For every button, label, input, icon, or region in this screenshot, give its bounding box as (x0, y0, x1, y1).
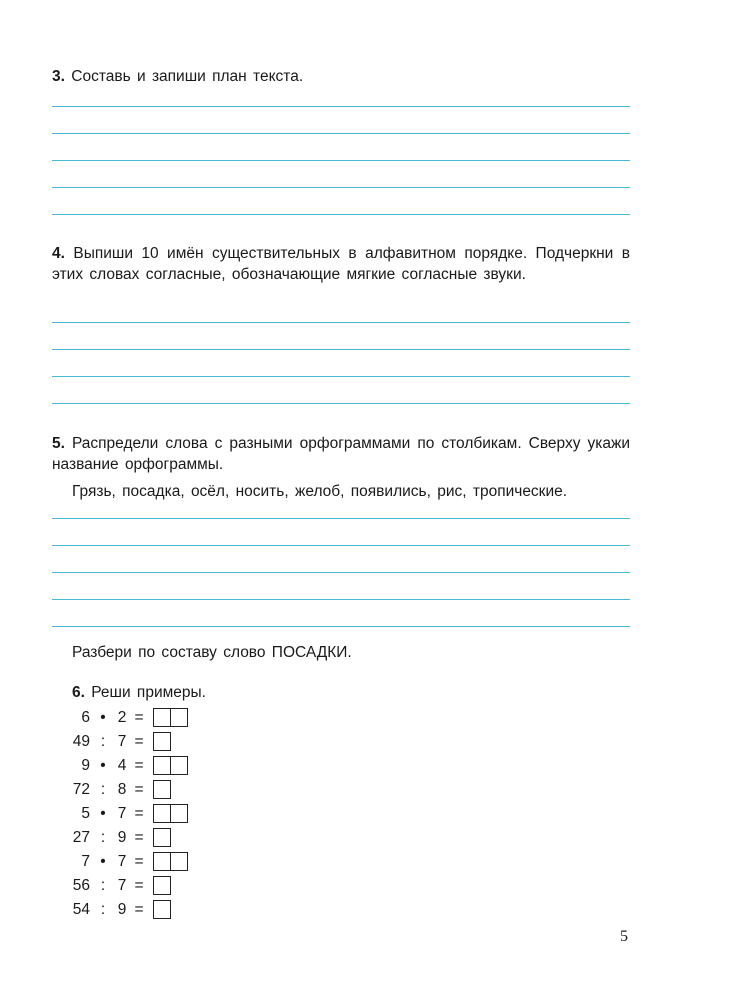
operand-b: 8 (117, 781, 127, 798)
example-row (60, 731, 260, 753)
answer-box[interactable] (153, 804, 188, 822)
answer-cell[interactable] (171, 804, 188, 823)
answer-cell[interactable] (171, 708, 188, 727)
answer-cell[interactable] (153, 708, 171, 727)
answer-line[interactable] (52, 133, 630, 134)
equals-sign: = (134, 805, 144, 822)
operator: : (100, 901, 106, 918)
answer-box[interactable] (153, 780, 171, 798)
operand-a: 7 (81, 853, 90, 870)
task-4 (52, 243, 630, 285)
answer-box[interactable] (153, 732, 171, 750)
answer-box[interactable] (153, 876, 171, 894)
operand-a: 9 (81, 757, 90, 774)
operand-a: 6 (81, 709, 90, 726)
operand-a: 5 (81, 805, 90, 822)
example-row (60, 827, 260, 849)
answer-line[interactable] (52, 626, 630, 627)
operand-a: 72 (72, 781, 90, 798)
equals-sign: = (134, 733, 144, 750)
answer-box[interactable] (153, 900, 171, 918)
task-6-text: Реши примеры. (91, 684, 206, 701)
answer-cell[interactable] (153, 732, 171, 751)
operator: : (100, 877, 106, 894)
example-row (60, 803, 260, 825)
answer-box[interactable] (153, 852, 188, 870)
operator: • (100, 757, 106, 774)
example-row (60, 899, 260, 921)
operator: • (100, 853, 106, 870)
task-5 (52, 433, 630, 475)
example-row (60, 707, 260, 729)
answer-line[interactable] (52, 572, 630, 573)
operand-a: 49 (72, 733, 90, 750)
answer-line[interactable] (52, 349, 630, 350)
equals-sign: = (134, 709, 144, 726)
task-6 (72, 682, 206, 703)
task-5-text: Распредели слова с разными орфограммами по столбикам. Сверху укажи название орфограммы. (52, 435, 630, 473)
equals-sign: = (134, 757, 144, 774)
operand-b: 7 (117, 877, 127, 894)
task-3-number: 3. (52, 68, 65, 85)
operand-b: 7 (117, 733, 127, 750)
task-5-number: 5. (52, 435, 65, 452)
answer-cell[interactable] (153, 828, 171, 847)
equals-sign: = (134, 877, 144, 894)
task-5-word-list: Грязь, посадка, осёл, носить, желоб, появились, рис, тропические. (72, 483, 568, 500)
equals-sign: = (134, 901, 144, 918)
task-5-parse-instruction: Разбери по составу слово ПОСАДКИ. (72, 644, 352, 661)
operand-b: 9 (117, 901, 127, 918)
operand-a: 56 (72, 877, 90, 894)
answer-line[interactable] (52, 403, 630, 404)
answer-cell[interactable] (153, 900, 171, 919)
task-3-text: Составь и запиши план текста. (71, 68, 304, 85)
answer-line[interactable] (52, 376, 630, 377)
answer-cell[interactable] (171, 756, 188, 775)
task-6-number: 6. (72, 684, 85, 701)
equals-sign: = (134, 781, 144, 798)
answer-cell[interactable] (171, 852, 188, 871)
operand-b: 2 (117, 709, 127, 726)
operand-b: 9 (117, 829, 127, 846)
operator: : (100, 781, 106, 798)
answer-box[interactable] (153, 828, 171, 846)
example-row (60, 779, 260, 801)
operator: • (100, 709, 106, 726)
example-row (60, 755, 260, 777)
operator: : (100, 829, 106, 846)
answer-box[interactable] (153, 756, 188, 774)
answer-line[interactable] (52, 599, 630, 600)
operator: • (100, 805, 106, 822)
page-number: 5 (620, 928, 628, 945)
operand-b: 4 (117, 757, 127, 774)
answer-cell[interactable] (153, 780, 171, 799)
answer-line[interactable] (52, 160, 630, 161)
answer-line[interactable] (52, 106, 630, 107)
example-row (60, 851, 260, 873)
answer-cell[interactable] (153, 804, 171, 823)
example-row (60, 875, 260, 897)
operand-a: 27 (72, 829, 90, 846)
equals-sign: = (134, 829, 144, 846)
answer-box[interactable] (153, 708, 188, 726)
answer-line[interactable] (52, 545, 630, 546)
equals-sign: = (134, 853, 144, 870)
answer-cell[interactable] (153, 852, 171, 871)
answer-line[interactable] (52, 518, 630, 519)
operand-a: 54 (72, 901, 90, 918)
operand-b: 7 (117, 805, 127, 822)
answer-line[interactable] (52, 187, 630, 188)
answer-line[interactable] (52, 322, 630, 323)
task-4-text: Выпиши 10 имён существительных в алфавитном порядке. Подчеркни в этих словах согласные, обозначающие мягкие согласные звуки. (52, 245, 630, 283)
task-3 (52, 66, 630, 87)
answer-line[interactable] (52, 214, 630, 215)
answer-cell[interactable] (153, 876, 171, 895)
answer-cell[interactable] (153, 756, 171, 775)
operator: : (100, 733, 106, 750)
task-4-number: 4. (52, 245, 65, 262)
operand-b: 7 (117, 853, 127, 870)
